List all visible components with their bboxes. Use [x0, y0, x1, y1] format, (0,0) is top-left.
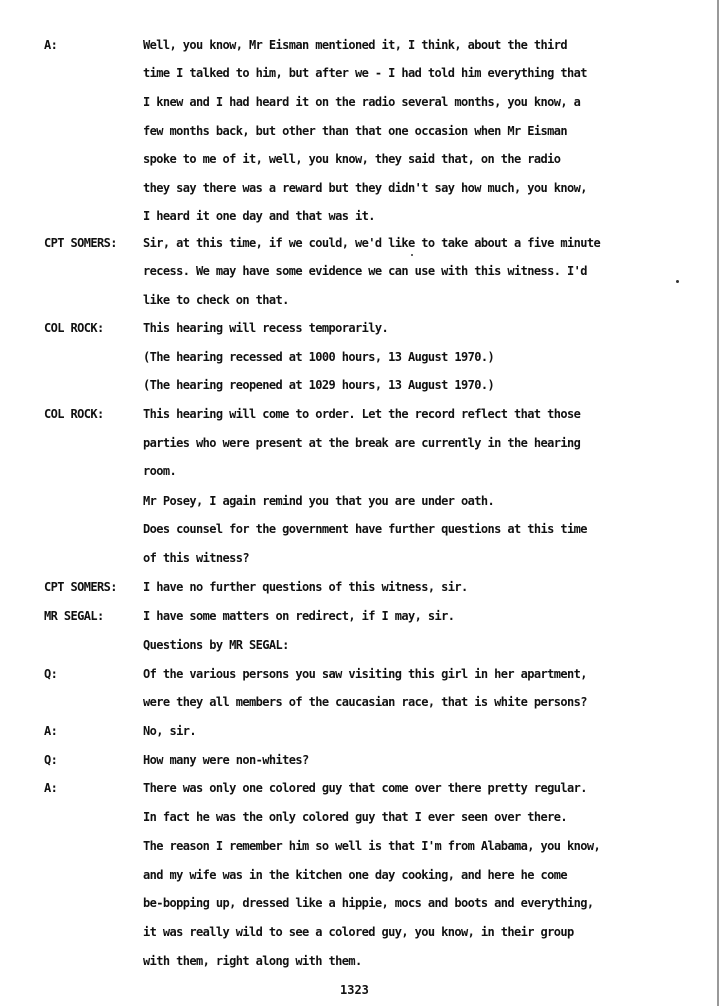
speaker-label: Q:: [44, 667, 58, 681]
speaker-label: A:: [44, 781, 58, 795]
testimony-line: room.: [143, 464, 177, 478]
testimony-line: No, sir.: [143, 724, 196, 738]
speaker-label: Q:: [44, 753, 58, 767]
speaker-label: MR SEGAL:: [44, 609, 104, 623]
scan-edge: [717, 0, 719, 1006]
speaker-label: COL ROCK:: [44, 407, 104, 421]
testimony-line: Sir, at this time, if we could, we'd like to take about a five minute: [143, 236, 601, 250]
testimony-line: time I talked to him, but after we - I had told him everything that: [143, 66, 587, 80]
testimony-line: like to check on that.: [143, 293, 289, 307]
speaker-label: A:: [44, 724, 58, 738]
testimony-line: In fact he was the only colored guy that I ever seen over there.: [143, 810, 567, 824]
testimony-line: with them, right along with them.: [143, 954, 362, 968]
testimony-line: I have no further questions of this witness, sir.: [143, 580, 468, 594]
testimony-line: I have some matters on redirect, if I may, sir.: [143, 609, 455, 623]
testimony-line: and my wife was in the kitchen one day cooking, and here he come: [143, 868, 567, 882]
testimony-line: it was really wild to see a colored guy, you know, in their group: [143, 925, 574, 939]
testimony-line: Well, you know, Mr Eisman mentioned it, I think, about the third: [143, 38, 567, 52]
testimony-line: Of the various persons you saw visiting this girl in her apartment,: [143, 667, 587, 681]
testimony-line: parties who were present at the break are currently in the hearing: [143, 436, 581, 450]
testimony-line: Questions by MR SEGAL:: [143, 638, 289, 652]
speaker-label: CPT SOMERS:: [44, 236, 117, 250]
speaker-label: COL ROCK:: [44, 321, 104, 335]
testimony-line: recess. We may have some evidence we can use with this witness. I'd: [143, 264, 587, 278]
testimony-line: This hearing will come to order. Let the record reflect that those: [143, 407, 581, 421]
scan-speck: [411, 254, 413, 256]
speaker-label: CPT SOMERS:: [44, 580, 117, 594]
testimony-line: Mr Posey, I again remind you that you are under oath.: [143, 494, 495, 508]
testimony-line: How many were non-whites?: [143, 753, 309, 767]
scan-speck: [676, 280, 679, 283]
testimony-line: (The hearing recessed at 1000 hours, 13 August 1970.): [143, 350, 495, 364]
testimony-line: Does counsel for the government have further questions at this time: [143, 522, 587, 536]
testimony-line: This hearing will recess temporarily.: [143, 321, 389, 335]
testimony-line: of this witness?: [143, 551, 249, 565]
testimony-line: were they all members of the caucasian race, that is white persons?: [143, 695, 587, 709]
testimony-line: they say there was a reward but they didn't say how much, you know,: [143, 181, 587, 195]
testimony-line: I heard it one day and that was it.: [143, 209, 375, 223]
testimony-line: There was only one colored guy that come over there pretty regular.: [143, 781, 587, 795]
testimony-line: spoke to me of it, well, you know, they said that, on the radio: [143, 152, 561, 166]
testimony-line: (The hearing reopened at 1029 hours, 13 August 1970.): [143, 378, 495, 392]
testimony-line: few months back, but other than that one occasion when Mr Eisman: [143, 124, 567, 138]
testimony-line: be-bopping up, dressed like a hippie, mocs and boots and everything,: [143, 896, 594, 910]
testimony-line: I knew and I had heard it on the radio several months, you know, a: [143, 95, 581, 109]
speaker-label: A:: [44, 38, 58, 52]
testimony-line: The reason I remember him so well is that I'm from Alabama, you know,: [143, 839, 601, 853]
page-number: 1323: [340, 983, 369, 997]
